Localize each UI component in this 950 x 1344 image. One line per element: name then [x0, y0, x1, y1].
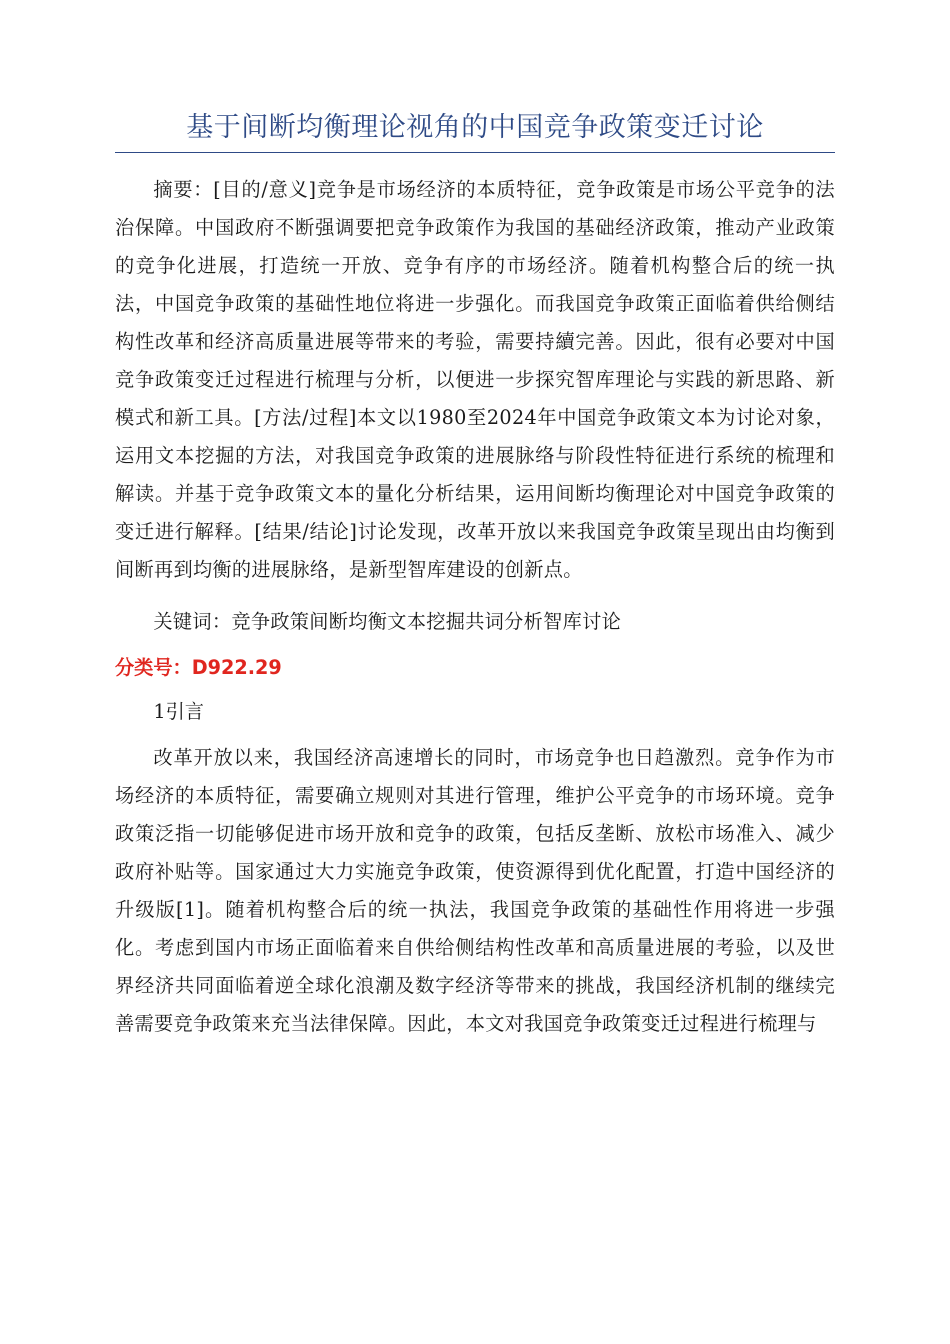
classification-number: 分类号：D922.29 — [115, 656, 282, 679]
section-heading: 1引言 — [153, 700, 204, 723]
intro-paragraph: 改革开放以来，我国经济高速增长的同时，市场竞争也日趋激烈。竞争作为市场经济的本质特征，需要确立规则对其进行管理，维护公平竞争的市场环境。竞争政策泛指一切能够促进市场开放和竞争的政策，包括反垄断、放松市场准入、减少政府补贴等。国家通过大力实施竞争政策，使资源得到优化配置，打造中国经济的升级版[1]。随着机构整合后的统一执法，我国竞争政策的基础性作用将进一步强化。考虑到国内市场正面临着来自供给侧结构性改革和高质量进展的考验，以及世界经济共同面临着逆全球化浪潮及数字经济等带来的挑战，我国经济机制的继续完善需要竞争政策来充当法律保障。因此，本文对我国竞争政策变迁过程进行梳理与 — [115, 746, 835, 1035]
keywords-line: 关键词：竞争政策间断均衡文本挖掘共词分析智库讨论 — [153, 610, 622, 633]
document-page — [115, 108, 835, 1043]
abstract-paragraph: 摘要：[目的/意义]竞争是市场经济的本质特征，竞争政策是市场公平竞争的法治保障。中国政府不断强调要把竞争政策作为我国的基础经济政策，推动产业政策的竞争化进展，打造统一开放、竞争有序的市场经济。随着机构整合后的统一执法，中国竞争政策的基础性地位将进一步强化。而我国竞争政策正面临着供给侧结构性改革和经济高质量进展等带来的考验，需要持續完善。因此，很有必要对中国竞争政策变迁过程进行梳理与分析，以便进一步探究智库理论与实践的新思路、新模式和新工具。[方法/过程]本文以1980至2024年中国竞争政策文本为讨论对象，运用文本挖掘的方法，对我国竞争政策的进展脉络与阶段性特征进行系统的梳理和解读。并基于竞争政策文本的量化分析结果，运用间断均衡理论对中国竞争政策的变迁进行解释。[结果/结论]讨论发现，改革开放以来我国竞争政策呈现出由均衡到间断再到均衡的进展脉络，是新型智库建设的创新点。 — [115, 178, 835, 581]
document-title: 基于间断均衡理论视角的中国竞争政策变迁讨论 — [115, 108, 835, 153]
